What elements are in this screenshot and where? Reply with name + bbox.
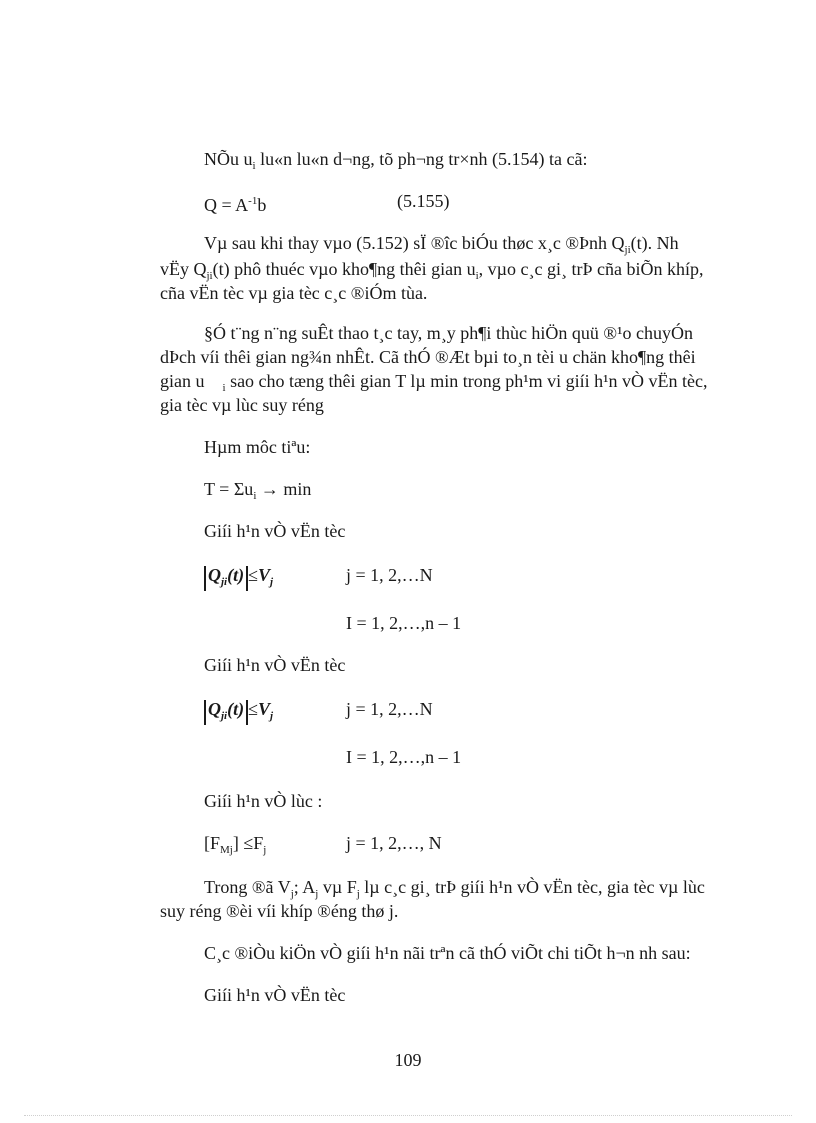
index-j-range-1: j = 1, 2,…N bbox=[346, 565, 433, 585]
velocity-limit-label-1: Giíi h¹n vÒ vËn tèc bbox=[204, 521, 346, 541]
velocity-limit-label-2: Giíi h¹n vÒ vËn tèc bbox=[204, 655, 346, 675]
paragraph-2-line-2: vËy $Q_{ji}(t)$ phô thuéc vµo kho¶ng thêi gian $u_i$, vµo c¸c gi¸ trÞ cña biÕn khíp, bbox=[160, 259, 704, 282]
equation-5-155: $Q = A^{-1}b$ bbox=[204, 195, 267, 215]
paragraph-4-line-1: Trong ®ã $V_j$; $A_j$ vµ $F_j$ lµ c¸c gi¸ trÞ giíi h¹n vÒ vËn tèc, gia tèc vµ lùc bbox=[204, 877, 705, 900]
paragraph-2-line-1: Vµ sau khi thay vµo (5.152) sÏ ®îc biÓu thøc x¸c ®Þnh $Q_{ji}(t)$. Nh bbox=[204, 233, 679, 256]
paragraph-3-line-1: §Ó t¨ng n¨ng suÊt thao t¸c tay, m¸y ph¶i thùc hiÖn quü ®¹o chuyÓn bbox=[204, 323, 693, 343]
paragraph-5: C¸c ®iÒu kiÖn vÒ giíi h¹n nãi trªn cã thÓ viÕt chi tiÕt h¬n nh sau: bbox=[204, 943, 691, 963]
paragraph-4-line-2: suy réng ®èi víi khíp ®éng thø j. bbox=[160, 901, 399, 921]
page-number: 109 bbox=[394, 1050, 422, 1070]
page-edge-divider bbox=[24, 1115, 792, 1116]
equation-number: (5.155) bbox=[397, 191, 450, 211]
objective-label: Hµm môc tiªu: bbox=[204, 437, 311, 457]
velocity-limit-label-3: Giíi h¹n vÒ vËn tèc bbox=[204, 985, 346, 1005]
force-limit-label: Giíi h¹n vÒ lùc : bbox=[204, 791, 323, 811]
force-index-range: j = 1, 2,…, N bbox=[346, 833, 442, 853]
paragraph-3-line-3: gian u $_i$ sao cho tæng thêi gian T lµ min trong ph¹m vi giíi h¹n vÒ vËn tèc, bbox=[160, 371, 708, 394]
objective-function: $T = \Sigma u_i \to \min$ bbox=[204, 479, 312, 502]
index-j-range-2: j = 1, 2,…N bbox=[346, 699, 433, 719]
index-i-range-2: I = 1, 2,…,n – 1 bbox=[346, 747, 462, 767]
paragraph-3-line-2: dÞch víi thêi gian ng¾n nhÊt. Cã thÓ ®Æt bµi to¸n tèi u chän kho¶ng thêi bbox=[160, 347, 696, 367]
paragraph-condition: NÕu $u_i$ lu«n lu«n d¬ng, tõ ph¬ng tr×nh (5.154) ta cã: bbox=[204, 149, 588, 172]
index-i-range-1: I = 1, 2,…,n – 1 bbox=[346, 613, 462, 633]
velocity-constraint-1: $Q_{ji}(t) \le V_j$ bbox=[204, 564, 273, 593]
force-constraint: $[F_{Mj}] \le F_j$ bbox=[204, 833, 267, 856]
velocity-constraint-2: $Q_{ji}(t) \le V_j$ bbox=[204, 698, 273, 727]
paragraph-3-line-4: gia tèc vµ lùc suy réng bbox=[160, 395, 324, 415]
paragraph-2-line-3: cña vËn tèc vµ gia tèc c¸c ®iÓm tùa. bbox=[160, 283, 428, 303]
